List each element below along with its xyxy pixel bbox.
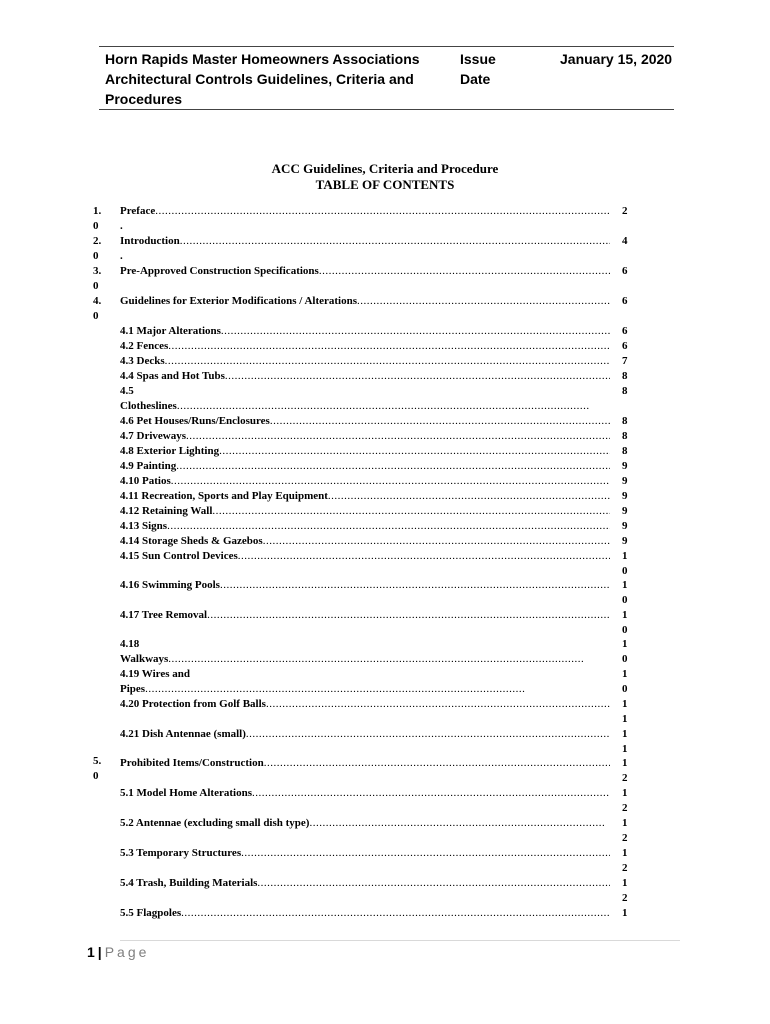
toc-heading: TABLE OF CONTENTS (315, 177, 455, 192)
toc-entry-4-20[interactable]: 4.20 Protection from Golf Balls ..... (120, 697, 610, 712)
toc-entry-4-12[interactable]: 4.12 Retaining Wall ..... (120, 504, 610, 519)
toc-entry-4-17[interactable]: 4.17 Tree Removal ..... (120, 608, 610, 623)
page-number: 2 (622, 832, 628, 844)
page-number: 1 (622, 713, 628, 725)
page-number: 4 (622, 235, 628, 247)
page-number: 8 (622, 430, 628, 442)
toc-entry-5-3[interactable]: 5.3 Temporary Structures ..... (120, 846, 610, 861)
issue-date-label (460, 49, 496, 89)
toc-entry-4-18[interactable]: 4.18 (120, 638, 140, 650)
page-number: 8 (622, 445, 628, 457)
page-number: 7 (622, 355, 628, 367)
page-number: 1 (622, 579, 628, 591)
toc-entry-5-2[interactable]: 5.2 Antennae (excluding small dish type) ..... (120, 816, 605, 831)
footer-page-number: 1 (87, 944, 95, 960)
toc-entry-4-5[interactable]: 4.5 (120, 385, 134, 397)
footer-page-label: Page (104, 944, 150, 960)
toc-entry-4-6[interactable]: 4.6 Pet Houses/Runs/Enclosures ..... (120, 414, 610, 429)
issue-date-value: January 15, 2020 (560, 51, 673, 67)
page-number: 1 (622, 550, 628, 562)
page-number: 1 (622, 907, 628, 919)
toc-entry-4-13[interactable]: 4.13 Signs ..... (120, 519, 610, 534)
toc-entry-4-8[interactable]: 4.8 Exterior Lighting ..... (120, 444, 610, 459)
toc-entry-4-4[interactable]: 4.4 Spas and Hot Tubs ..... (120, 369, 610, 384)
toc-entry-4-7[interactable]: 4.7 Driveways ..... (120, 429, 610, 444)
toc-entry-4-16[interactable]: 4.16 Swimming Pools ..... (120, 578, 610, 593)
page-number: 6 (622, 325, 628, 337)
page-number: 9 (622, 490, 628, 502)
page-number: 9 (622, 475, 628, 487)
page-number: 1 (622, 817, 628, 829)
page-number: 2 (622, 205, 628, 217)
org-line-1: Horn Rapids Master Homeowners Associations (105, 51, 420, 67)
org-line-2: Architectural Controls Guidelines, Criteria and (105, 71, 414, 87)
toc-entry-introduction[interactable]: Introduction ..... (120, 234, 610, 249)
toc-entry-4-14[interactable]: 4.14 Storage Sheds & Gazebos ..... (120, 534, 610, 549)
toc-entry-preface[interactable]: Preface ..... (120, 204, 610, 219)
section-number-1: 1. 0 (93, 205, 102, 232)
toc-entry-preapproved[interactable]: Pre-Approved Construction Specifications ..... (120, 264, 610, 279)
toc-entry-5-5[interactable]: 5.5 Flagpoles ..... (120, 906, 610, 921)
toc-entry-4-15[interactable]: 4.15 Sun Control Devices ..... (120, 549, 610, 564)
toc-entry-4-1[interactable]: 4.1 Major Alterations ..... (120, 324, 610, 339)
toc-entry-4-10[interactable]: 4.10 Patios ..... (120, 474, 610, 489)
page-number: 0 (622, 653, 628, 665)
page-number: 1 (622, 698, 628, 710)
org-line-3: Procedures (105, 91, 183, 107)
page-number: 0 (622, 624, 628, 636)
page-number: 2 (622, 892, 628, 904)
page-number: 1 (622, 877, 628, 889)
page-number: 1 (622, 757, 628, 769)
page-number: 9 (622, 520, 628, 532)
toc-entry-4-18-continuation[interactable]: Walkways ..... (120, 652, 585, 667)
toc-entry-4-11[interactable]: 4.11 Recreation, Sports and Play Equipment ..... (120, 489, 610, 504)
section-number-3: 3. 0 (93, 265, 102, 292)
page-number: 2 (622, 802, 628, 814)
page-number: 1 (622, 743, 628, 755)
toc-entry-5-1[interactable]: 5.1 Model Home Alterations ..... (120, 786, 610, 801)
section-number-2: 2. 0 (93, 235, 102, 262)
toc-entry-4-5-continuation[interactable]: Clotheslines ..... (120, 399, 590, 414)
issue-label: Issue (460, 51, 496, 67)
page-number: 9 (622, 505, 628, 517)
page-number: 1 (622, 847, 628, 859)
organization-title (105, 49, 425, 109)
page-number: 8 (622, 370, 628, 382)
toc-entry-4-21[interactable]: 4.21 Dish Antennae (small) ..... (120, 727, 610, 742)
footer-rule (120, 940, 680, 941)
page-number: 1 (622, 728, 628, 740)
document-title: ACC Guidelines, Criteria and Procedure (271, 161, 499, 176)
page-number: 8 (622, 415, 628, 427)
toc-entry-4-3[interactable]: 4.3 Decks ..... (120, 354, 610, 369)
toc-entry-5-4[interactable]: 5.4 Trash, Building Materials ..... (120, 876, 610, 891)
page-number: 6 (622, 265, 628, 277)
page-number: 1 (622, 787, 628, 799)
page-number: 0 (622, 683, 628, 695)
toc-entry-prohibited[interactable]: Prohibited Items/Construction ..... (120, 756, 610, 771)
page-number: 0 (622, 594, 628, 606)
page-number: 9 (622, 535, 628, 547)
section-number-5: 5. 0 (93, 755, 102, 782)
page-number: 8 (622, 385, 628, 397)
document-header (99, 46, 674, 110)
date-label: Date (460, 71, 491, 87)
page-number: 1 (622, 609, 628, 621)
page-number: 1 (622, 638, 628, 650)
toc-entry-guidelines[interactable]: Guidelines for Exterior Modifications / Alterations ..... (120, 294, 610, 309)
toc-entry-preface-continuation: . (120, 220, 123, 232)
page-number: 2 (622, 772, 628, 784)
footer-separator: | (97, 944, 102, 960)
toc-entry-introduction-continuation: . (120, 250, 123, 262)
toc-entry-4-19[interactable]: 4.19 Wires and (120, 668, 190, 680)
toc-entry-4-19-continuation[interactable]: Pipes ..... (120, 682, 525, 697)
page-number: 9 (622, 460, 628, 472)
page-number: 2 (622, 862, 628, 874)
section-number-4: 4. 0 (93, 295, 102, 322)
page-number: 1 (622, 668, 628, 680)
page-number: 6 (622, 295, 628, 307)
page-number: 0 (622, 565, 628, 577)
page-footer (87, 944, 149, 960)
toc-entry-4-2[interactable]: 4.2 Fences ..... (120, 339, 610, 354)
page-number: 6 (622, 340, 628, 352)
toc-entry-4-9[interactable]: 4.9 Painting ..... (120, 459, 610, 474)
